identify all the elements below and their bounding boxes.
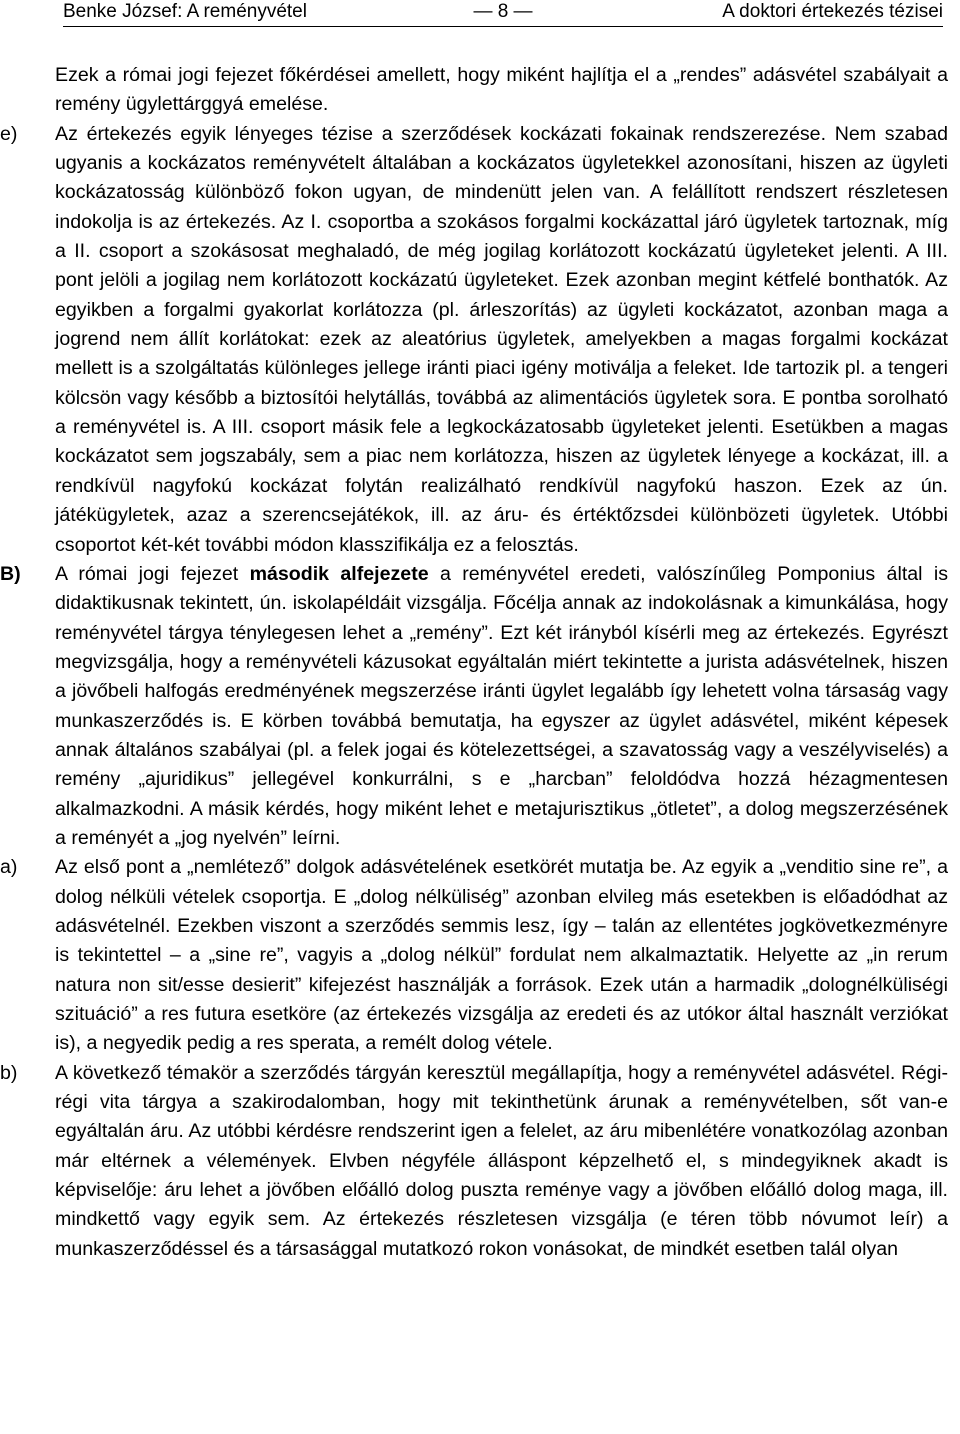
- list-item-b: [0, 1059, 960, 1264]
- list-marker-b: b): [0, 1061, 18, 1084]
- list-marker-e: e): [0, 122, 18, 145]
- list-marker-a: a): [0, 856, 18, 879]
- list-item-a: [0, 853, 960, 1058]
- intro-text: Ezek a római jogi fejezet főkérdései amellett, hogy miként hajlítja el a „rendes” adásvétel szabályait a remény ügylettárggyá emelése.: [55, 64, 948, 116]
- header-page-number: — 8 —: [473, 1, 533, 22]
- section-B-text-after: a reményvétel eredeti, valószínűleg Pomponius által is didaktikusnak tekintett, ún. iskolapéldáit vizsgálja. Főcélja annak az indokolásnak a kimunkálása, hogy reményvétel tárgya ténylegesen lehet a „remény”. Ezt két irányból kísérli meg az értekezés. Egyrészt megvizsgálja, hogy a reményvételi kázusokat egyáltalán miért tekintette a jurista adásvételnek, hiszen a jövőbeli halfogás eredményének megszerzése iránti ügylet legalább így lehetett volna társaság vagy munkaszerződés is. E körben továbbá bemutatja, ha egyszer az ügylet adásvétel, miként képesek annak általános szabályai (pl. a felek jogai és kötelezettségei, a szavatosság vagy a veszélyviselés) a remény „ajuridikus” jellegével konkurrálni, s e „harcban” feloldódva hozzá hézagmentesen alkalmazkodni. A másik kérdés, hogy miként lehet e metajurisztikus „ötletet”, a dolog megszerzésének a reményét a „jog nyelvén” leírni.: [55, 562, 948, 849]
- section-B: [0, 560, 960, 853]
- section-B-bold-phrase: második alfejezete: [249, 562, 429, 585]
- document-body: [0, 61, 960, 1264]
- list-item-e: [0, 120, 960, 560]
- page-header: [63, 0, 943, 27]
- list-item-b-text: A következő témakör a szerződés tárgyán keresztül megállapítja, hogy a reményvétel adásvétel. Régi-régi vita tárgya a szakirodalomban, hogy mit tekinthetünk árunak a reményvételben, sőt van-e egyáltalán áru. Az utóbbi kérdésre rendszerint igen a felelet, az áru mibenlétére vonatkozólag azonban már eltérnek a vélemények. Elvben négyféle álláspont képzelhető el, s mindegyiknek akadt is képviselője: áru lehet a jövőben előálló dolog puszta reménye vagy a jövőben előálló dolog maga, ill. mindkettő vagy egyik sem. Az értekezés részletesen vizsgálja (e téren több nóvumot leír) a munkaszerződéssel és a társasággal mutatkozó rokon vonásokat, de mindkét esetben talál olyan: [55, 1061, 948, 1260]
- intro-paragraph: [0, 61, 960, 120]
- list-item-a-text: Az első pont a „nemlétező” dolgok adásvételének esetkörét mutatja be. Az egyik a „venditio sine re”, a dolog nélküli vételek csoportja. E „dolog nélküliség” azonban elvileg más esetekben is előadódhat az adásvételnél. Ezekben viszont a szerződés semmis lesz, így – talán az ellentétes jogkövetkezményre is tekintettel – a „sine re”, vagyis a „dolog nélkül” fordulat nem alkalmaztatik. Helyette az „in rerum natura non sit/esse desierit” kifejezést használják a források. Ezek után a harmadik „dolognélküliségi szituáció” a res futura esetköre (az értekezés vizsgálja az eredeti és az utókor által használt verziókat is), a negyedik pedig a res sperata, a remélt dolog vétele.: [55, 856, 948, 1055]
- header-document-title: A doktori értekezés tézisei: [722, 1, 943, 22]
- header-author-title: Benke József: A reményvétel: [63, 1, 307, 22]
- list-item-e-text: Az értekezés egyik lényeges tézise a szerződések kockázati fokainak rendszerezése. Nem szabad ugyanis a kockázatos reményvételt általában a kockázatos ügyletekkel azonosítani, hiszen az ügyleti kockázatosság különböző fokon ugyan, de mindenütt jelen van. A felállított rendszert részletesen indokolja is az értekezés. Az I. csoportba a szokásos forgalmi kockázattal járó ügyletek tartoznak, míg a II. csoport a szokásosat meghaladó, de még jogilag korlátozott kockázatú ügyleteket jelenti. A III. pont jelöli a jogilag nem korlátozott kockázatú ügyleteket. Ezek azonban megint kétfelé bonthatók. Az egyikben a forgalmi gyakorlat korlátozza (pl. árleszorítás) az ügyleti kockázatot, azonban maga a jogrend nem állít korlátokat: ezek az aleatórius ügyletek, amelyekben a magas forgalmi kockázat mellett is a szolgáltatás különleges jellege iránti piaci igény motiválja a feleket. Ide tartozik pl. a tengeri kölcsön vagy később a biztosítói helytállás, továbbá az alimentációs ügyletek sora. E pontba sorolható a reményvétel is. A III. csoport másik fele a legkockázatosabb ügyleteket jelenti. Esetükben a magas kockázatot sem jogszabály, sem a piac nem korlátozza, hiszen az ügyletek lényege a kockázat, ill. a rendkívül nagyfokú kockázat folytán realizálható rendkívül nagyfokú haszon. Ezek az ún. játékügyletek, azaz a szerencsejátékok, ill. az áru- és értéktőzsdei különbözeti ügyletek. Utóbbi csoportot két-két további módon klasszifikálja ez a felosztás.: [55, 122, 948, 556]
- section-marker-B: B): [0, 562, 21, 585]
- section-B-text-before: A római jogi fejezet: [55, 562, 250, 585]
- section-B-text: [55, 560, 948, 853]
